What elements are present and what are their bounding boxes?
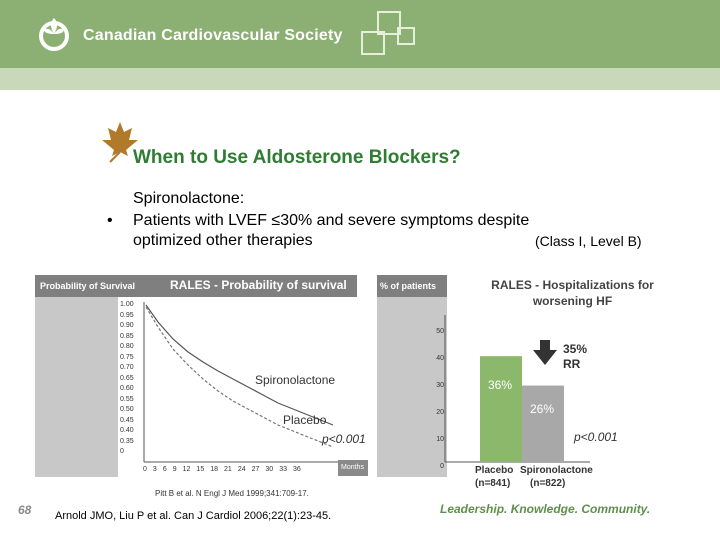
bar1-value: 36% xyxy=(488,378,513,392)
x-tick: 6 xyxy=(162,466,167,473)
survival-p-value: p<0.001 xyxy=(322,432,366,446)
rr-arrow-icon xyxy=(533,340,557,365)
y-tick: 0.80 xyxy=(120,343,134,350)
x-tick: 3 xyxy=(152,466,157,473)
x-tick: 21 xyxy=(224,466,232,473)
y-tick: 0.70 xyxy=(120,364,134,371)
x-tick: 30 xyxy=(265,466,274,473)
x-tick: 27 xyxy=(251,466,260,473)
y-tick: 0.90 xyxy=(120,322,134,329)
header-strip xyxy=(0,68,720,90)
survival-chart-title: RALES - Probability of survival xyxy=(170,278,347,292)
y-tick: 0.45 xyxy=(120,416,134,424)
survival-panel-strip xyxy=(35,297,130,477)
tagline: Leadership. Knowledge. Community. xyxy=(440,502,651,516)
survival-side-label: Probability of Survival xyxy=(40,281,136,291)
y-tick: 10 xyxy=(436,436,444,443)
cat1-n: (n=841) xyxy=(475,478,511,489)
y-tick: 0 xyxy=(120,448,124,455)
y-tick: 0.40 xyxy=(120,427,134,434)
bar-placebo xyxy=(480,356,522,462)
x-tick: 12 xyxy=(182,466,191,473)
class-level: (Class I, Level B) xyxy=(535,233,642,249)
y-tick: 50 xyxy=(436,328,444,335)
hosp-title-line-1: RALES - Hospitalizations for xyxy=(491,278,654,292)
y-tick: 0.85 xyxy=(120,332,134,340)
bar2-value: 26% xyxy=(530,402,555,416)
placebo-label: Placebo xyxy=(283,413,327,427)
hosp-p-value: p<0.001 xyxy=(574,430,618,444)
bar-spironolactone xyxy=(522,386,564,462)
x-tick: 15 xyxy=(196,466,205,473)
ccs-logo-icon xyxy=(36,12,76,52)
y-tick: 0.60 xyxy=(120,385,134,392)
y-tick: 20 xyxy=(436,409,444,416)
y-tick: 0.50 xyxy=(120,406,134,413)
org-name: Canadian Cardiovascular Society xyxy=(83,27,343,44)
cat2-n: (n=822) xyxy=(530,478,566,489)
bullet-icon: • xyxy=(107,212,113,229)
y-tick: 0.35 xyxy=(120,437,134,445)
hosp-y-ticks xyxy=(430,318,444,480)
hosp-side-label: % of patients xyxy=(380,281,437,291)
survival-x-label: Months xyxy=(341,464,364,471)
y-tick: 0.95 xyxy=(120,311,134,319)
y-tick: 0.55 xyxy=(120,395,134,403)
y-tick: 0.65 xyxy=(120,374,134,382)
x-tick: 24 xyxy=(237,466,246,473)
cat2-label: Spironolactone xyxy=(520,465,593,476)
y-tick: 40 xyxy=(436,355,444,362)
survival-chart xyxy=(118,297,368,487)
bullet-line-2: optimized other therapies xyxy=(133,232,313,249)
y-tick: 30 xyxy=(436,382,444,389)
survival-x-ticks xyxy=(143,466,301,473)
slide-title: When to Use Aldosterone Blockers? xyxy=(133,147,461,168)
rr-percent: 35% xyxy=(563,342,588,356)
y-tick: 1.00 xyxy=(120,301,134,308)
bullet-line-1: Patients with LVEF ≤30% and severe symptoms despite xyxy=(133,212,530,229)
survival-citation: Pitt B et al. N Engl J Med 1999;341:709-17. xyxy=(155,489,309,498)
decorative-squares-icon xyxy=(360,10,420,60)
x-tick: 18 xyxy=(210,466,219,473)
y-tick: 0.75 xyxy=(120,353,134,361)
slide-number: 68 xyxy=(18,503,32,517)
x-tick: 9 xyxy=(172,466,177,473)
cat1-label: Placebo xyxy=(475,465,514,476)
drug-name: Spironolactone: xyxy=(133,190,245,207)
x-tick: 0 xyxy=(143,466,147,473)
x-tick: 36 xyxy=(293,466,301,473)
survival-y-ticks xyxy=(120,300,140,458)
reference: Arnold JMO, Liu P et al. Can J Cardiol 2006;22(1):23-45. xyxy=(55,510,332,522)
rr-label: RR xyxy=(563,357,581,371)
hosp-title-line-2: worsening HF xyxy=(532,294,613,308)
x-tick: 33 xyxy=(279,466,287,473)
spironolactone-label: Spironolactone xyxy=(255,373,336,387)
y-tick: 0 xyxy=(440,463,444,470)
